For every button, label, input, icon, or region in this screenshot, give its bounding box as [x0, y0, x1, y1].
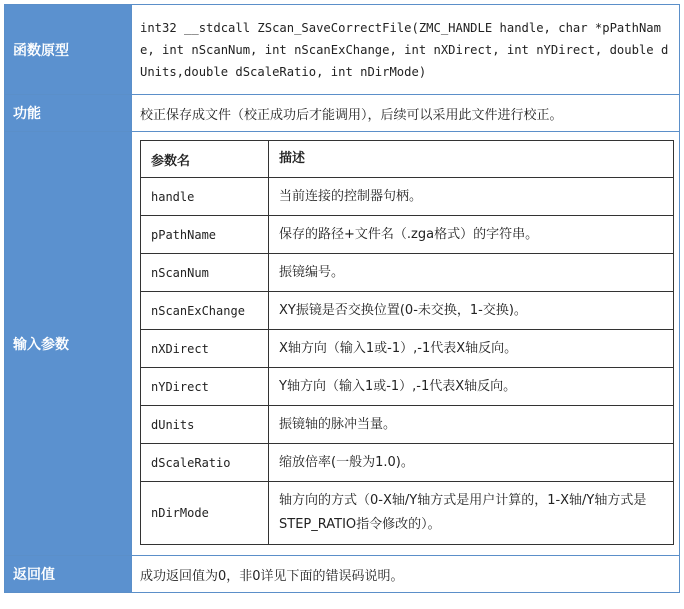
prototype-label: 函数原型	[5, 5, 132, 95]
param-desc: X轴方向（输入1或-1）,-1代表X轴反向。	[269, 330, 674, 368]
function-label: 功能	[5, 95, 132, 132]
param-name: nXDirect	[141, 330, 269, 368]
param-desc: 轴方向的方式（0-X轴/Y轴方式是用户计算的，1-X轴/Y轴方式是STEP_RATIO指令修改的）。	[269, 482, 674, 545]
param-name: dUnits	[141, 406, 269, 444]
function-desc: 校正保存成文件（校正成功后才能调用），后续可以采用此文件进行校正。	[132, 95, 680, 132]
param-name: pPathName	[141, 216, 269, 254]
param-row	[141, 292, 674, 330]
param-desc: 保存的路径+文件名（.zga格式）的字符串。	[269, 216, 674, 254]
param-desc: 当前连接的控制器句柄。	[269, 178, 674, 216]
param-desc: Y轴方向（输入1或-1）,-1代表X轴反向。	[269, 368, 674, 406]
param-row	[141, 406, 674, 444]
return-desc: 成功返回值为0，非0详见下面的错误码说明。	[132, 556, 680, 593]
param-row	[141, 178, 674, 216]
param-desc: 缩放倍率(一般为1.0)。	[269, 444, 674, 482]
prototype-text: int32 __stdcall ZScan_SaveCorrectFile(ZMC_HANDLE handle, char *pPathName, int nScanNum, int nScanExChange, int nXDirect, int nYDirect, double dUnits,double dScaleRatio, int nDirMode)	[140, 20, 669, 79]
return-label: 返回值	[5, 556, 132, 593]
param-row	[141, 482, 674, 545]
params-header-name: 参数名	[141, 141, 269, 178]
param-row	[141, 216, 674, 254]
params-header-row	[141, 141, 674, 178]
input-params-cell	[132, 132, 680, 556]
param-row	[141, 330, 674, 368]
return-row	[5, 556, 680, 593]
param-name: dScaleRatio	[141, 444, 269, 482]
params-header-desc: 描述	[269, 141, 674, 178]
function-row	[5, 95, 680, 132]
param-desc: 振镜编号。	[269, 254, 674, 292]
api-doc-table	[4, 4, 680, 593]
input-params-label: 输入参数	[5, 132, 132, 556]
params-table	[140, 140, 674, 545]
param-name: nYDirect	[141, 368, 269, 406]
param-row	[141, 368, 674, 406]
param-name: nScanNum	[141, 254, 269, 292]
param-name: nScanExChange	[141, 292, 269, 330]
param-desc: XY振镜是否交换位置(0-未交换，1-交换)。	[269, 292, 674, 330]
param-desc: 振镜轴的脉冲当量。	[269, 406, 674, 444]
param-row	[141, 254, 674, 292]
input-params-row	[5, 132, 680, 556]
param-name: nDirMode	[141, 482, 269, 545]
param-name: handle	[141, 178, 269, 216]
prototype-row	[5, 5, 680, 95]
prototype-cell	[132, 5, 680, 95]
param-row	[141, 444, 674, 482]
